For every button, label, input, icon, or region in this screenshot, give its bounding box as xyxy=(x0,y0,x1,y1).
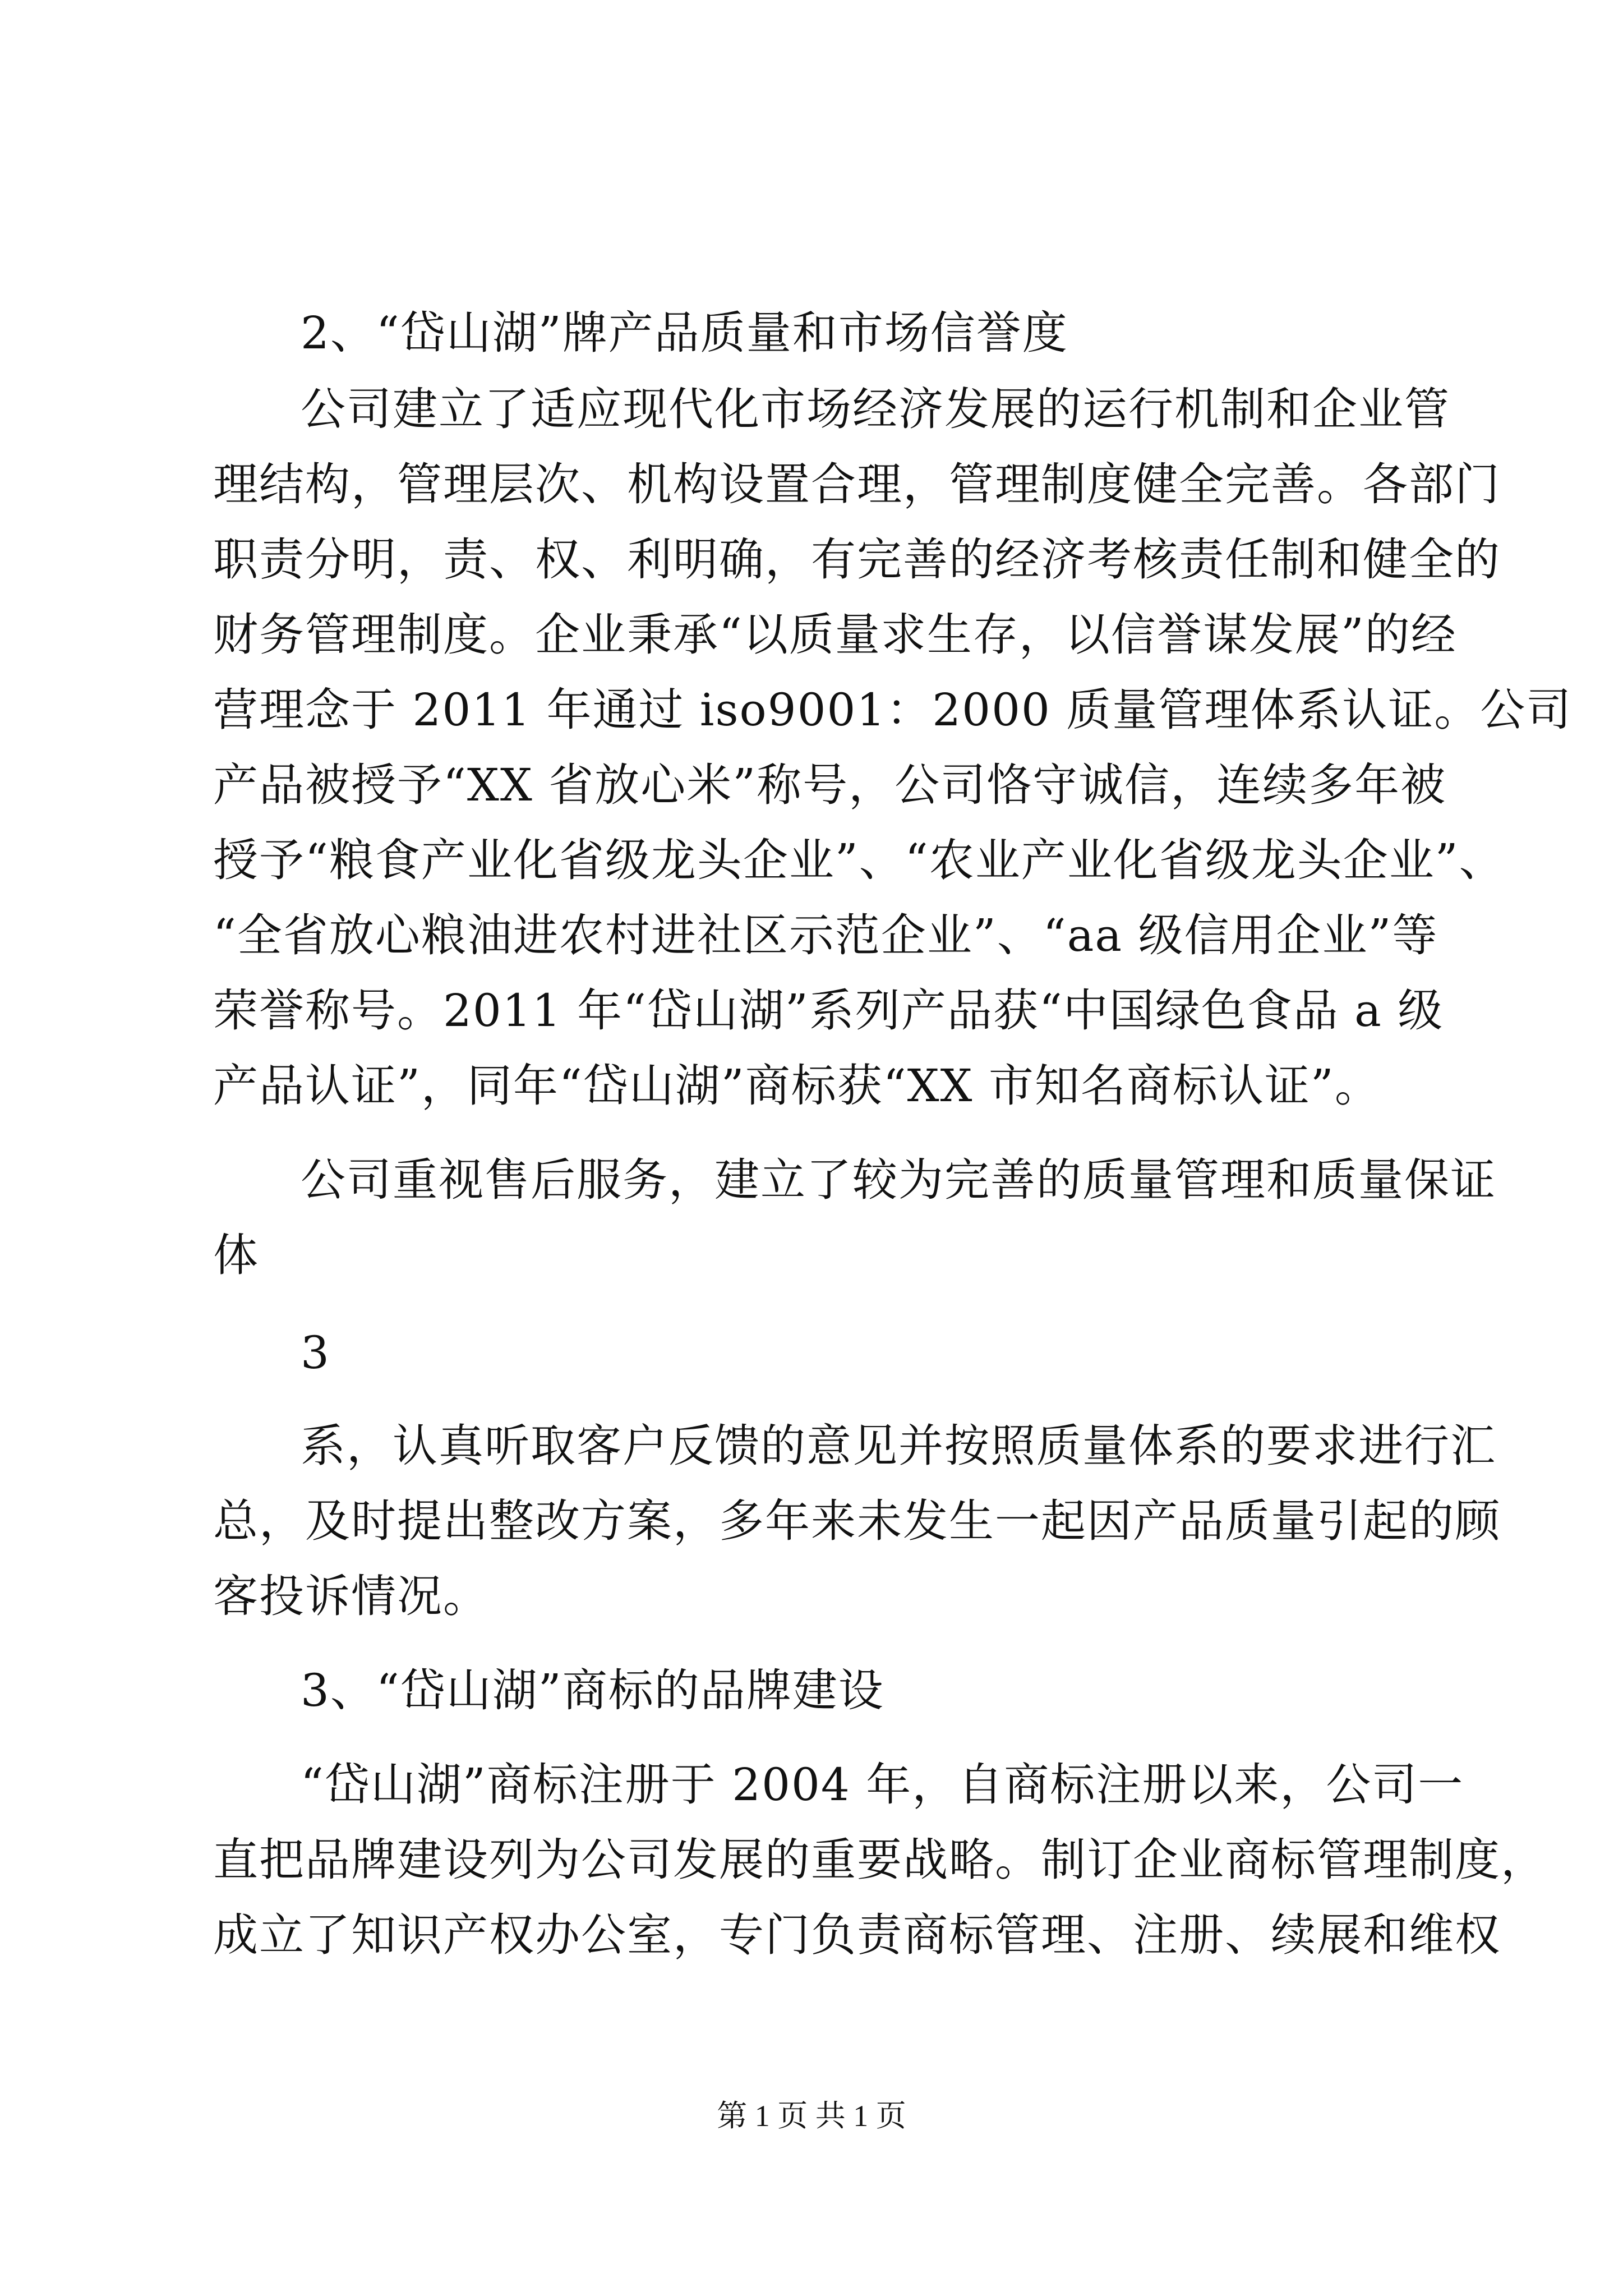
page-break-number: 3 xyxy=(301,1327,330,1379)
page-footer: 第 1 页 共 1 页 xyxy=(717,2099,906,2133)
paragraph-line: 荣誉称号。2011 年“岱山湖”系列产品获“中国绿色食品 a 级 xyxy=(213,984,1444,1037)
paragraph-line: 财务管理制度。企业秉承“以质量求生存，以信誉谋发展”的经 xyxy=(213,609,1457,661)
paragraph-line: 总，及时提出整改方案，多年来未发生一起因产品质量引起的顾 xyxy=(213,1495,1501,1547)
paragraph-line: 客投诉情况。 xyxy=(213,1570,489,1622)
paragraph-line: 公司重视售后服务，建立了较为完善的质量管理和质量保证 xyxy=(301,1154,1496,1206)
paragraph-line: 体 xyxy=(213,1229,259,1281)
section-heading-2: 2、“岱山湖”牌产品质量和市场信誉度 xyxy=(301,307,1068,359)
paragraph-line: 公司建立了适应现代化市场经济发展的运行机制和企业管 xyxy=(301,383,1450,435)
paragraph-line: 成立了知识产权办公室，专门负责商标管理、注册、续展和维权 xyxy=(213,1909,1501,1961)
paragraph-line: 理结构，管理层次、机构设置合理，管理制度健全完善。各部门 xyxy=(213,458,1501,510)
paragraph-line: 营理念于 2011 年通过 iso9001：2000 质量管理体系认证。公司 xyxy=(213,684,1573,736)
section-heading-3: 3、“岱山湖”商标的品牌建设 xyxy=(301,1664,884,1717)
paragraph-line: 产品被授予“XX 省放心米”称号，公司恪守诚信，连续多年被 xyxy=(213,759,1447,811)
paragraph-line: “全省放心粮油进农村进社区示范企业”、“aa 级信用企业”等 xyxy=(213,909,1438,961)
paragraph-line: 系，认真听取客户反馈的意见并按照质量体系的要求进行汇 xyxy=(301,1420,1496,1472)
paragraph-line: 直把品牌建设列为公司发展的重要战略。制订企业商标管理制度， xyxy=(213,1834,1547,1886)
paragraph-line: 职责分明，责、权、利明确，有完善的经济考核责任制和健全的 xyxy=(213,533,1501,586)
paragraph-line: 产品认证”，同年“岱山湖”商标获“XX 市知名商标认证”。 xyxy=(213,1060,1381,1112)
paragraph-line: 授予“粮食产业化省级龙头企业”、“农业产业化省级龙头企业”、 xyxy=(213,834,1505,886)
paragraph-line: “岱山湖”商标注册于 2004 年，自商标注册以来，公司一 xyxy=(301,1759,1464,1811)
